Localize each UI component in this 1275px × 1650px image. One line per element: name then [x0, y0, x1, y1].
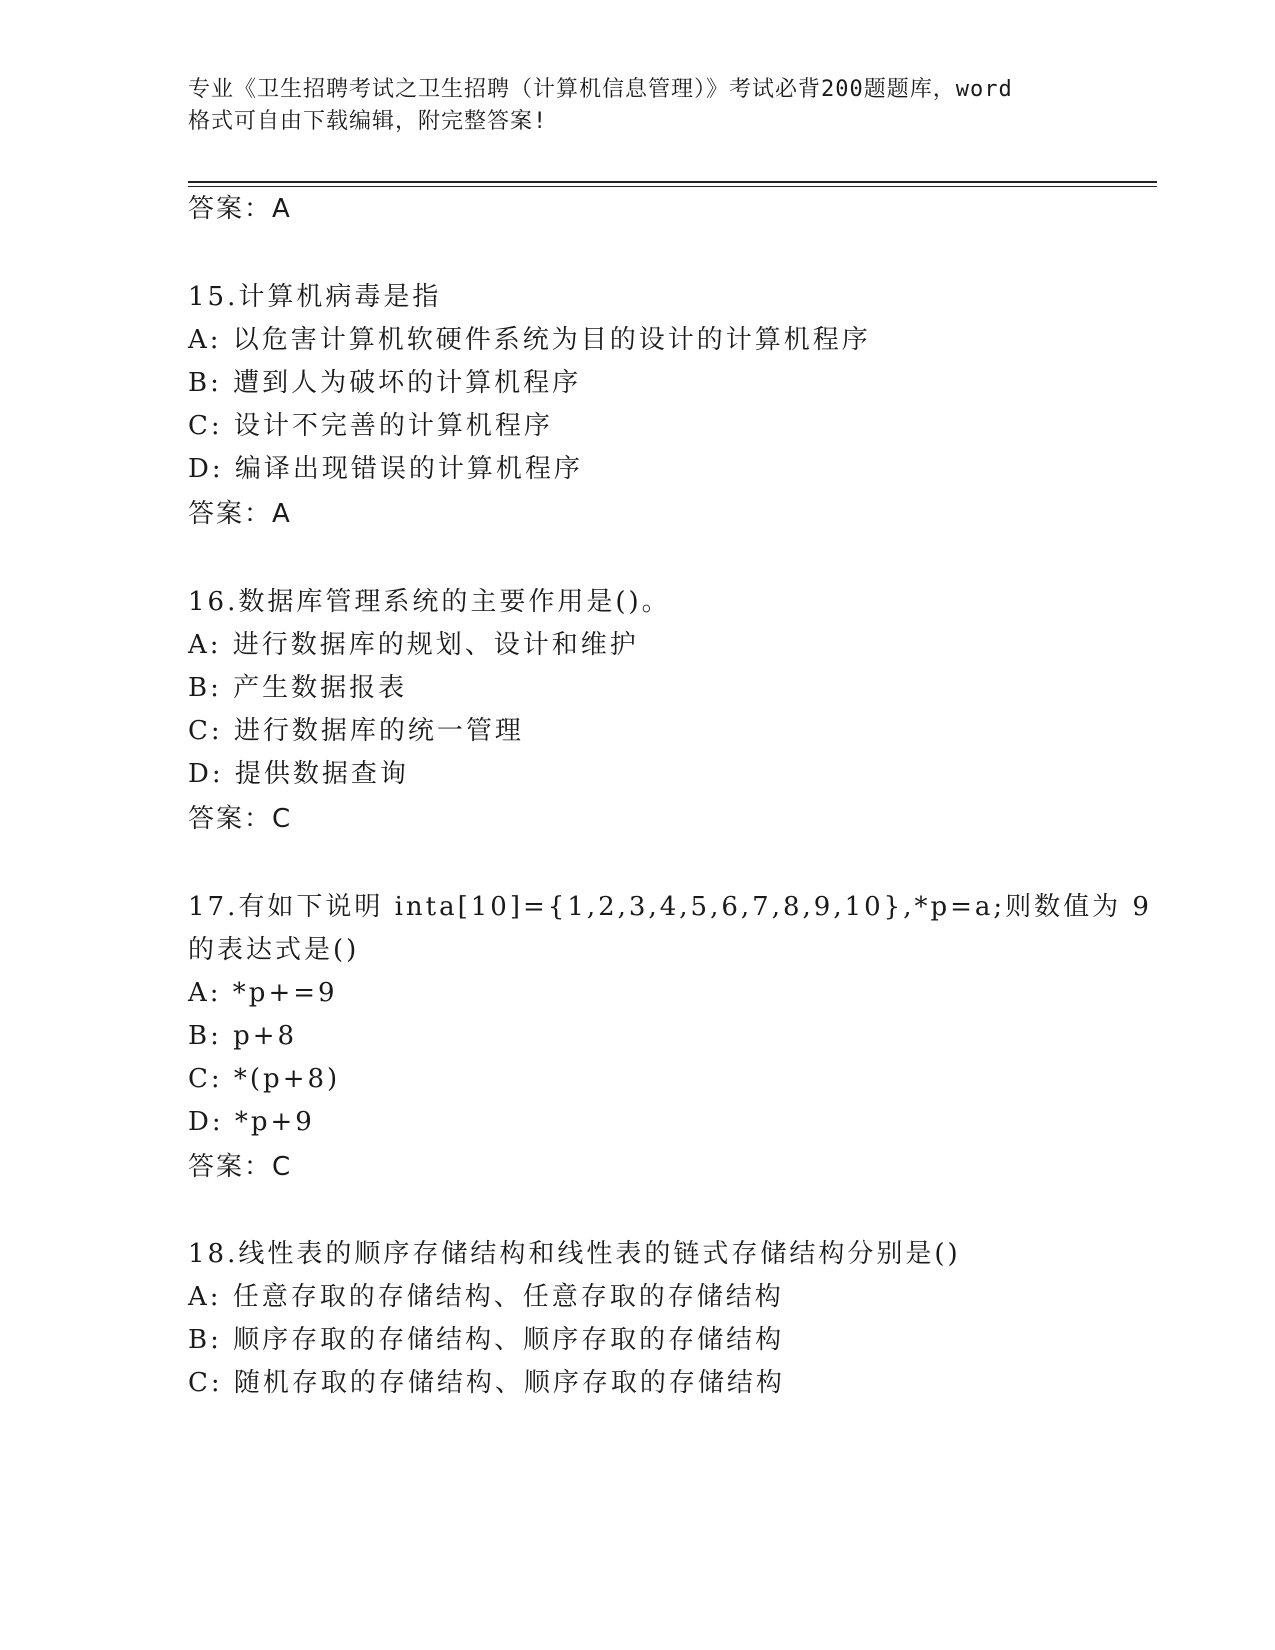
option-b: B: 顺序存取的存储结构、顺序存取的存储结构 — [188, 1325, 785, 1355]
question-stem: 18.线性表的顺序存储结构和线性表的链式存储结构分别是() — [188, 1239, 961, 1269]
question-stem-line-1: 17.有如下说明 inta[10]={1,2,3,4,5,6,7,8,9,10},*p=a;则数值为 9 — [188, 892, 1152, 922]
header-line-1: 专业《卫生招聘考试之卫生招聘（计算机信息管理）》考试必背200题题库，word — [188, 77, 1013, 102]
header-divider-thick — [188, 181, 1157, 183]
option-a: A: 以危害计算机软硬件系统为目的设计的计算机程序 — [188, 325, 871, 355]
answer-line: 答案：A — [188, 499, 292, 529]
answer-line: 答案：C — [188, 804, 293, 834]
option-c: C: *(p+8) — [188, 1064, 341, 1094]
option-d: D: 编译出现错误的计算机程序 — [188, 454, 583, 484]
header-line-2: 格式可自由下载编辑，附完整答案! — [188, 109, 548, 134]
option-b: B: 产生数据报表 — [188, 673, 408, 703]
question-stem: 16.数据库管理系统的主要作用是()。 — [188, 587, 671, 617]
option-b: B: 遭到人为破坏的计算机程序 — [188, 368, 582, 398]
option-b: B: p+8 — [188, 1021, 298, 1051]
option-c: C: 随机存取的存储结构、顺序存取的存储结构 — [188, 1368, 785, 1398]
question-stem-line-2: 的表达式是() — [188, 935, 360, 965]
answer-line: 答案：C — [188, 1152, 293, 1182]
option-c: C: 设计不完善的计算机程序 — [188, 411, 553, 441]
answer-line: 答案：A — [188, 194, 292, 224]
option-d: D: 提供数据查询 — [188, 759, 409, 789]
option-c: C: 进行数据库的统一管理 — [188, 716, 524, 746]
option-a: A: *p+=9 — [188, 978, 338, 1008]
option-a: A: 任意存取的存储结构、任意存取的存储结构 — [188, 1282, 784, 1312]
header-divider-thin — [188, 186, 1157, 187]
document-header — [188, 74, 1088, 138]
question-stem: 15.计算机病毒是指 — [188, 282, 442, 312]
option-d: D: *p+9 — [188, 1107, 315, 1137]
option-a: A: 进行数据库的规划、设计和维护 — [188, 630, 639, 660]
